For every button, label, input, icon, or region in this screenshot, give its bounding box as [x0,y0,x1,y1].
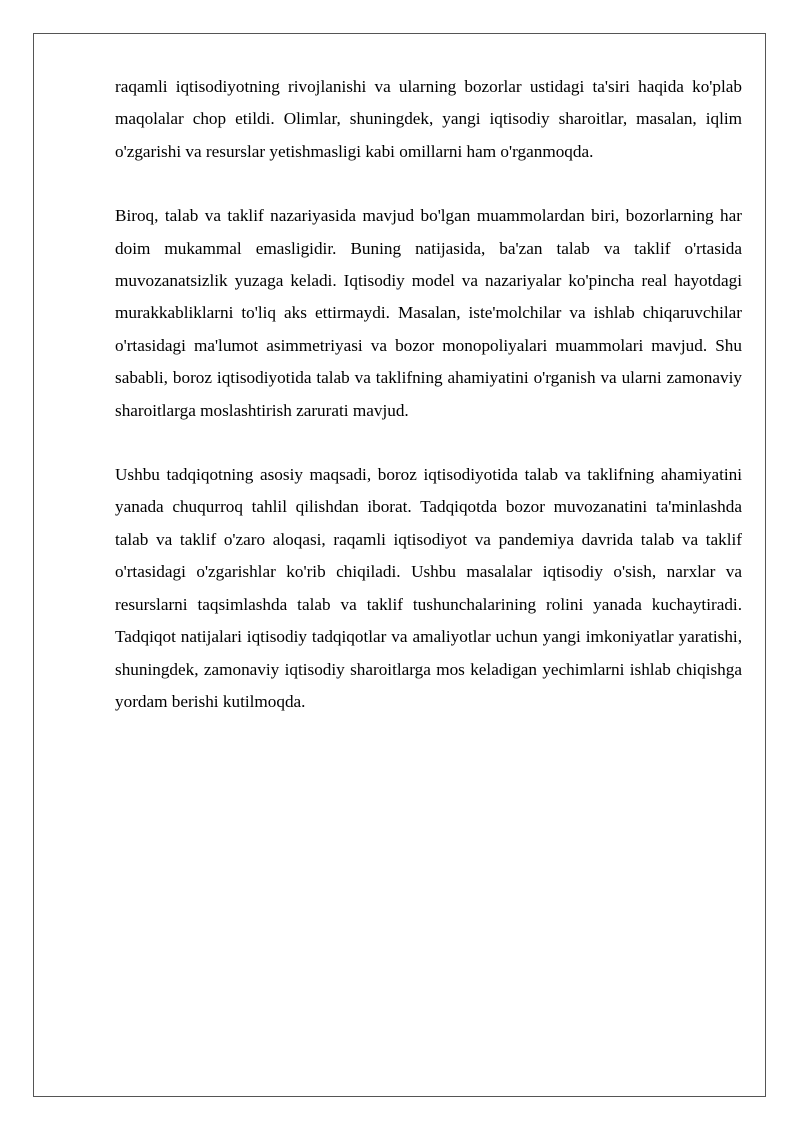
paragraph-3: Ushbu tadqiqotning asosiy maqsadi, boroz iqtisodiyotida talab va taklifning ahamiyatini yanada chuqurroq tahlil qilishdan iborat. Tadqiqotda bozor muvozanatini ta'minlashda talab va taklif o'zaro aloqasi, raqamli iqtisodiyot va pandemiya davrida talab va taklif o'rtasidagi o'zgarishlar ko'rib chiqiladi. Ushbu masalalar iqtisodiy o'sish, narxlar va resurslarni taqsimlashda talab va taklif tushunchalarining rolini yanada kuchaytiradi. Tadqiqot natijalari iqtisodiy tadqiqotlar va amaliyotlar uchun yangi imkoniyatlar yaratishi, shuningdek, zamonaviy iqtisodiy sharoitlarga mos keladigan yechimlarni ishlab chiqishga yordam berishi kutilmoqda. [115,465,742,711]
paragraph-2: Biroq, talab va taklif nazariyasida mavjud bo'lgan muammolardan biri, bozorlarning har doim mukammal emasligidir. Buning natijasida, ba'zan talab va taklif o'rtasida muvozanatsizlik yuzaga keladi. Iqtisodiy model va nazariyalar ko'pincha real hayotdagi murakkabliklarni to'liq aks ettirmaydi. Masalan, iste'molchilar va ishlab chiqaruvchilar o'rtasidagi ma'lumot asimmetriyasi va bozor monopoliyalari muammolari mavjud. Shu sababli, boroz iqtisodiyotida talab va taklifning ahamiyatini o'rganish va ularni zamonaviy sharoitlarga moslashtirish zarurati mavjud. [115,206,742,420]
document-body [115,71,742,750]
paragraph-1: raqamli iqtisodiyotning rivojlanishi va ularning bozorlar ustidagi ta'siri haqida ko'plab maqolalar chop etildi. Olimlar, shuningdek, yangi iqtisodiy sharoitlar, masalan, iqlim o'zgarishi va resurslar yetishmasligi kabi omillarni ham o'rganmoqda. [115,77,742,161]
